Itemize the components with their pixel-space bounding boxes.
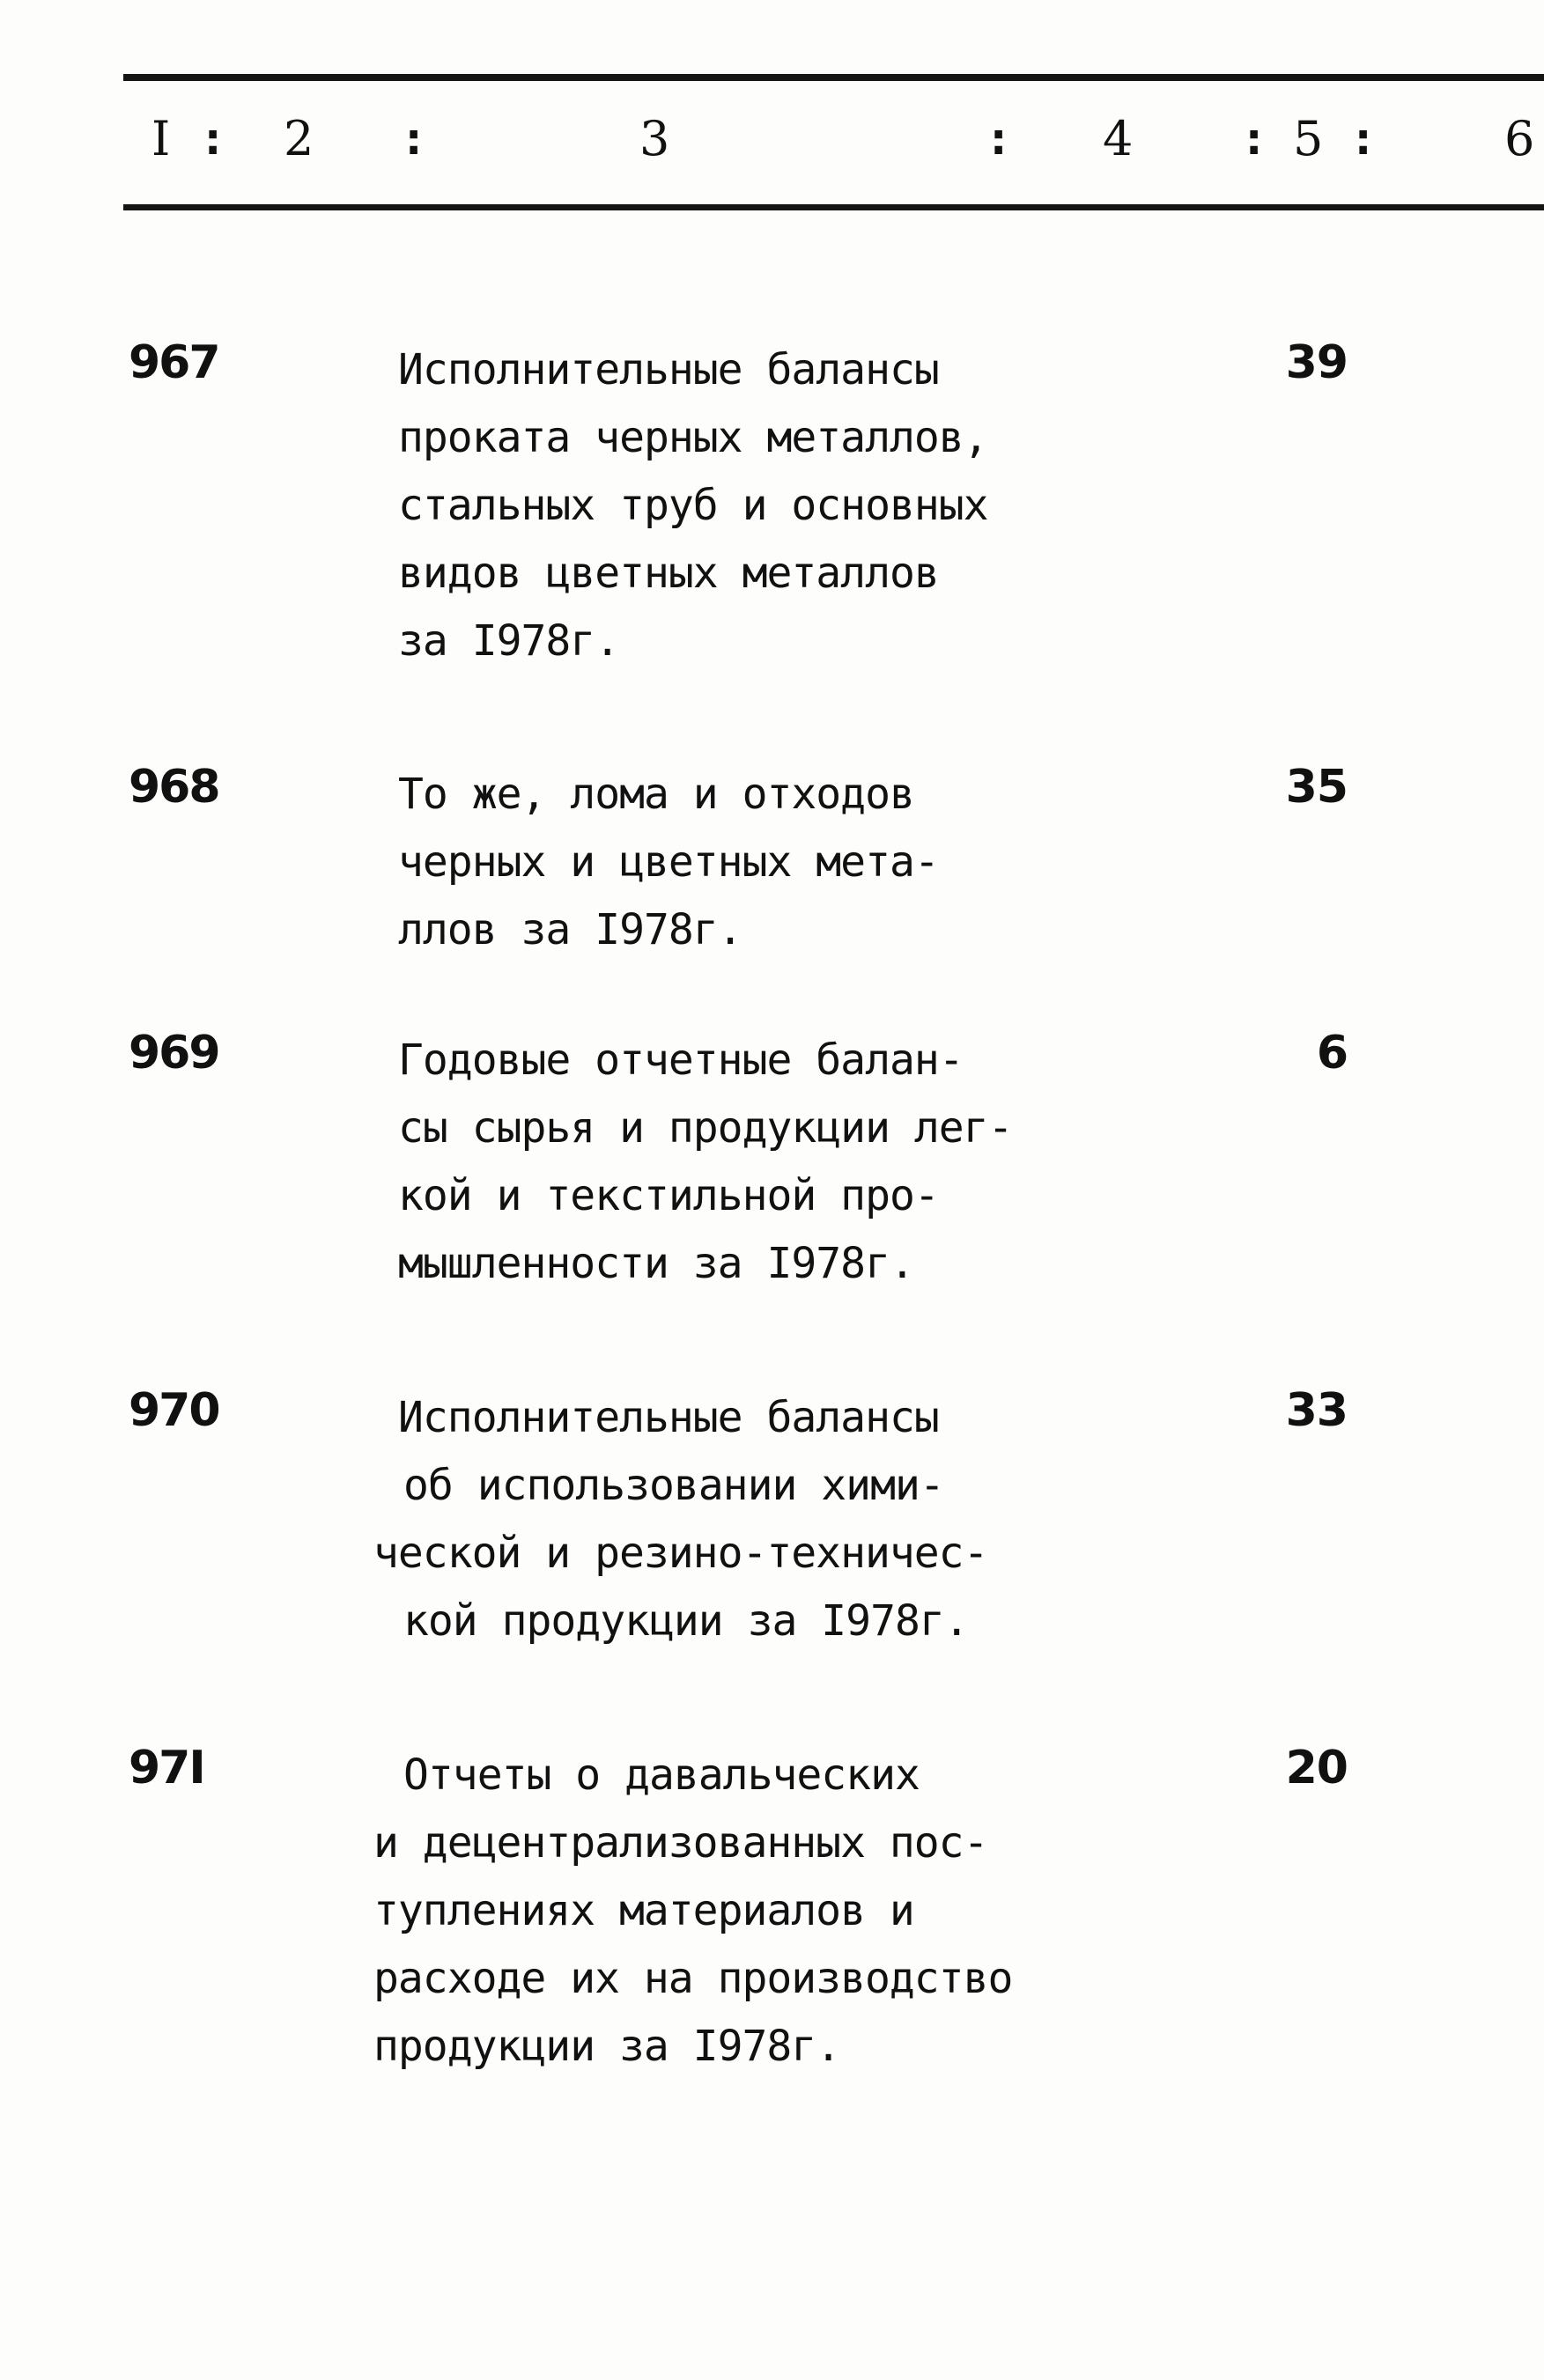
entry-description <box>398 1027 1138 1298</box>
description-line: кой продукции за I978г. <box>403 1596 969 1646</box>
description-line: и децентрализованных пос- <box>373 1818 988 1868</box>
entry-number: 969 <box>129 1027 219 1079</box>
column-header-6: 6 <box>1504 111 1535 166</box>
description-line: ческой и резино-техничес- <box>373 1529 988 1578</box>
entry-sheet-count: 20 <box>1285 1742 1348 1794</box>
entry-number: 970 <box>129 1384 219 1437</box>
description-line: продукции за I978г. <box>373 2022 841 2071</box>
description-line: стальных труб и основных <box>398 481 988 530</box>
description-line: кой и текстильной про- <box>398 1171 939 1220</box>
entry-number: 97I <box>129 1742 204 1794</box>
column-header-4: 4 <box>1103 111 1134 166</box>
description-line: за I978г. <box>398 616 620 666</box>
column-separator: : <box>985 113 1013 166</box>
description-line: расходе их на производство <box>373 1954 1013 2003</box>
entry-sheet-count: 39 <box>1285 336 1348 389</box>
description-line: видов цветных металлов <box>398 549 939 598</box>
description-line: ллов за I978г. <box>398 905 742 954</box>
header-bottom-rule <box>123 204 1544 210</box>
column-separator: : <box>199 113 227 166</box>
description-line: черных и цветных мета- <box>398 837 939 887</box>
description-line: туплениях материалов и <box>373 1886 914 1935</box>
header-top-rule <box>123 74 1544 81</box>
description-line: Исполнительные балансы <box>398 345 939 394</box>
description-line: То же, лома и отходов <box>398 770 914 819</box>
entry-description <box>398 336 1138 675</box>
description-line: Исполнительные балансы <box>398 1393 939 1442</box>
entry-description <box>398 761 1138 964</box>
description-line: об использовании хими- <box>403 1461 944 1510</box>
description-line: Отчеты о давальческих <box>403 1750 920 1800</box>
entry-sheet-count: 33 <box>1285 1384 1348 1437</box>
description-line: сы сырья и продукции лег- <box>398 1103 1013 1153</box>
entry-sheet-count: 35 <box>1285 761 1348 814</box>
entry-number: 967 <box>129 336 219 389</box>
column-header-5: 5 <box>1293 111 1324 166</box>
column-header-1: I <box>151 111 171 166</box>
column-separator: : <box>1349 113 1378 166</box>
entry-number: 968 <box>129 761 219 814</box>
column-header-3: 3 <box>639 111 670 166</box>
entry-description <box>373 1384 1113 1655</box>
column-header-2: 2 <box>284 111 314 166</box>
description-line: Годовые отчетные балан- <box>398 1035 964 1085</box>
column-separator: : <box>400 113 428 166</box>
entry-sheet-count: 6 <box>1316 1027 1348 1079</box>
column-separator: : <box>1240 113 1268 166</box>
description-line: проката черных металлов, <box>398 413 988 462</box>
entry-description <box>373 1742 1113 2081</box>
description-line: мышленности за I978г. <box>398 1239 914 1288</box>
